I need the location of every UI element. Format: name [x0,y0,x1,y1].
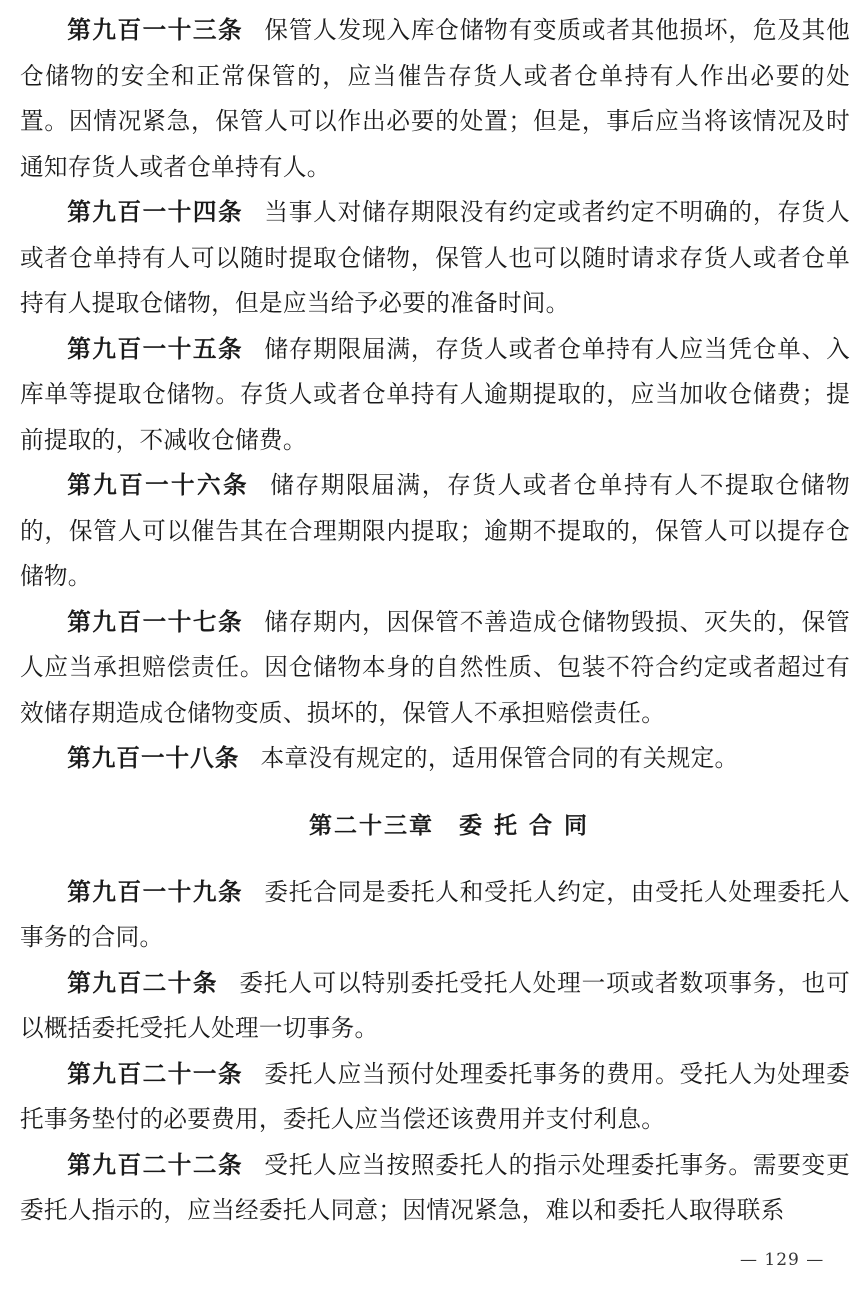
article-917 [20,600,850,737]
article-913 [20,8,850,190]
article-number: 第九百一十三条 [67,16,244,44]
article-text: 本章没有规定的，适用保管合同的有关规定。 [260,744,739,772]
article-text: 保管人发现入库仓储物有变质或者其他损坏，危及其他仓储物的安全和正常保管的，应当催告存货人或者仓单持有人作出必要的处置。因情况紧急，保管人可以作出必要的处置；但是，事后应当将该情况及时通知存货人或者仓单持有人。 [20,16,851,181]
article-text: 委托人可以特别委托受托人处理一项或者数项事务，也可以概括委托受托人处理一切事务。 [20,968,851,1042]
article-text: 受托人应当按照委托人的指示处理委托事务。需要变更委托人指示的，应当经委托人同意；因情况紧急，难以和委托人取得联系 [20,1150,851,1224]
article-text: 当事人对储存期限没有约定或者约定不明确的，存货人或者仓单持有人可以随时提取仓储物，保管人也可以随时请求存货人或者仓单持有人提取仓储物，但是应当给予必要的准备时间。 [20,198,851,317]
article-922 [20,1143,850,1234]
article-text: 委托人应当预付处理委托事务的费用。受托人为处理委托事务垫付的必要费用，委托人应当偿还该费用并支付利息。 [20,1059,851,1133]
article-text: 储存期限届满，存货人或者仓单持有人应当凭仓单、入库单等提取仓储物。存货人或者仓单持有人逾期提取的，应当加收仓储费；提前提取的，不减收仓储费。 [20,334,851,454]
article-number: 第九百一十八条 [67,744,240,772]
page-number: — 129 — [740,1250,825,1270]
article-918 [20,736,850,782]
article-915 [20,327,850,464]
article-number: 第九百二十二条 [67,1150,244,1179]
article-number: 第九百一十七条 [67,607,244,636]
article-number: 第九百一十六条 [67,471,249,499]
article-number: 第九百一十四条 [67,198,244,226]
article-920 [20,961,850,1052]
article-number: 第九百一十五条 [67,334,244,363]
article-text: 储存期内，因保管不善造成仓储物毁损、灭失的，保管人应当承担赔偿责任。因仓储物本身的自然性质、包装不符合约定或者超过有效储存期造成仓储物变质、损坏的，保管人不承担赔偿责任。 [20,607,851,727]
article-number: 第九百二十条 [67,968,219,997]
article-921 [20,1052,850,1143]
document-page [20,8,850,1234]
article-914 [20,190,850,327]
article-916 [20,463,850,600]
article-number: 第九百二十一条 [67,1059,244,1088]
article-text: 储存期限届满，存货人或者仓单持有人不提取仓储物的，保管人可以催告其在合理期限内提取；逾期不提取的，保管人可以提存仓储物。 [20,471,850,590]
article-number: 第九百一十九条 [67,877,244,906]
article-text: 委托合同是委托人和受托人约定，由受托人处理委托人事务的合同。 [20,877,851,951]
chapter-title: 第二十三章 委 托 合 同 [308,812,590,839]
article-919 [20,870,850,961]
